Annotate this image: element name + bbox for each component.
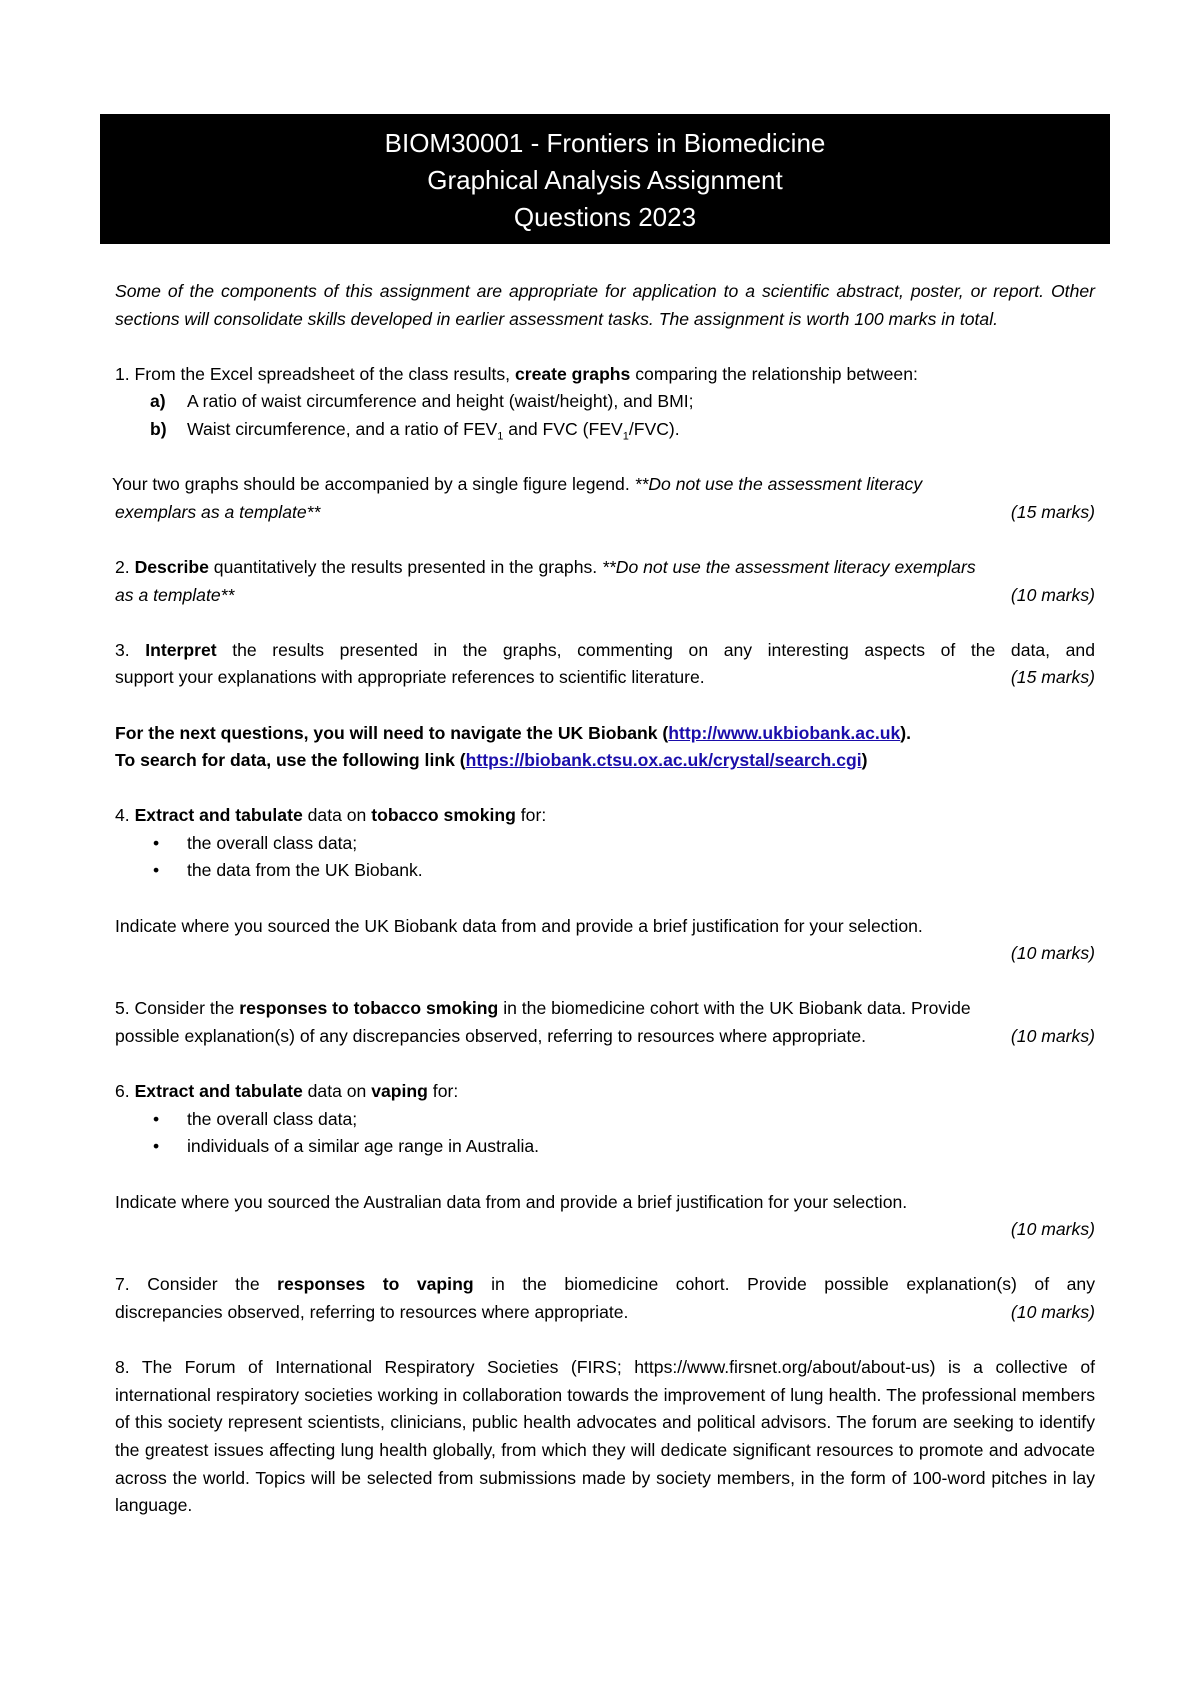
q1-item-b: b) Waist circumference, and a ratio of $FEV_1$ and FVC $(FEV_1/FVC)$. [150,418,680,443]
list-item: • the data from the UK Biobank. [153,860,423,881]
q4-indicate: Indicate where you sourced the UK Biobank data from and provide a brief justification for your selection. (10 marks) [115,915,1095,964]
course-title: BIOM30001 - Frontiers in Biomedicine [384,128,826,158]
question-6: 6. Extract and tabulate data on vaping for: • the overall class data; • individuals of a similar age range in Australia. [115,1078,1095,1161]
q4-bullets [115,830,1095,885]
q1-keyword: create graphs [514,363,631,384]
question-4: 4. Extract and tabulate data on tobacco smoking for: • the overall class data; • the data from the UK Biobank. [115,802,1095,885]
q2-marks: (10 marks) [1010,584,1095,605]
list-item: • the overall class data; [153,832,358,853]
question-2: 2. Describe quantitatively the results presented in the graphs. **Do not use the assessment literacy exemplars as a template** (10 marks) [115,554,1095,609]
q6-indicate: Indicate where you sourced the Australian data from and provide a brief justification for your selection. (10 marks) [115,1191,1095,1240]
q3-marks: (15 marks) [1010,667,1095,688]
intro-paragraph: Some of the components of this assignment are appropriate for application to a scientific abstract, poster, or report. Other sections will consolidate skills developed in earlier assessment tasks. The assignment is worth 100 marks in total. [115,281,1095,329]
q7-marks: (10 marks) [1010,1301,1095,1322]
q4-marks: (10 marks) [1010,943,1095,964]
ukbiobank-link[interactable]: http://www.ukbiobank.ac.uk [668,722,901,743]
q6-bullets [115,1106,1095,1161]
list-item: • the overall class data; [153,1108,358,1129]
q1-sublist [115,388,1095,443]
question-3: 3. Interpret the results presented in the graphs, commenting on any interesting aspects of the data, and support your explanations with appropriate references to scientific literature. (15 marks) [115,637,1095,692]
question-7: 7. Consider the responses to vaping in the biomedicine cohort. Provide possible explanation(s) of any discrepancies observed, referring to resources where appropriate. (10 marks) [115,1271,1095,1326]
list-item: • individuals of a similar age range in Australia. [153,1136,540,1157]
question-5: 5. Consider the responses to tobacco smoking in the biomedicine cohort with the UK Biobank data. Provide possible explanation(s) of any discrepancies observed, referring to resources where appropriate. (10 marks) [115,995,1095,1050]
question-8: 8. The Forum of International Respiratory Societies (FIRS; https://www.firsnet.org/about/about-us) is a collective of international respiratory societies working in collaboration towards the improvement of lung health. The professional members of this society represent scientists, clinicians, public health advocates and political advisors. The forum are seeking to identify the greatest issues affecting lung health globally, from which they will dedicate significant resources to promote and advocate across the world. Topics will be selected from submissions made by society members, in the form of 100-word pitches in lay language. [115,1357,1095,1516]
q1-marks: (15 marks) [1010,501,1095,522]
title-banner [100,114,1110,244]
biobank-instructions: For the next questions, you will need to navigate the UK Biobank (http://www.ukbiobank.ac.uk). To search for data, use the following link (https://biobank.ctsu.ox.ac.uk/crystal/search.cgi) [115,722,912,771]
biobank-search-link[interactable]: https://biobank.ctsu.ox.ac.uk/crystal/search.cgi [465,750,862,771]
q6-marks: (10 marks) [1010,1219,1095,1240]
question-1: 1. From the Excel spreadsheet of the class results, create graphs comparing the relationship between: a) A ratio of waist circumference and height (waist/height), and BMI; b) Waist circumference, and a ratio of $FEV_1$ and FVC $(FEV_1/FVC)$. [115,361,1095,444]
q2-keyword: Describe [134,556,209,577]
q5-marks: (10 marks) [1010,1026,1095,1047]
q3-keyword: Interpret [145,639,217,660]
q1-item-a: a) A ratio of waist circumference and height (waist/height), and BMI; [150,391,694,412]
assignment-title: Graphical Analysis Assignment [427,165,783,195]
questions-year: Questions 2023 [513,202,697,232]
assignment-content [112,278,1096,1547]
q1-legend-instruction: Your two graphs should be accompanied by a single figure legend. **Do not use the assessment literacy exemplars as a template** (15 marks) [115,471,1095,526]
